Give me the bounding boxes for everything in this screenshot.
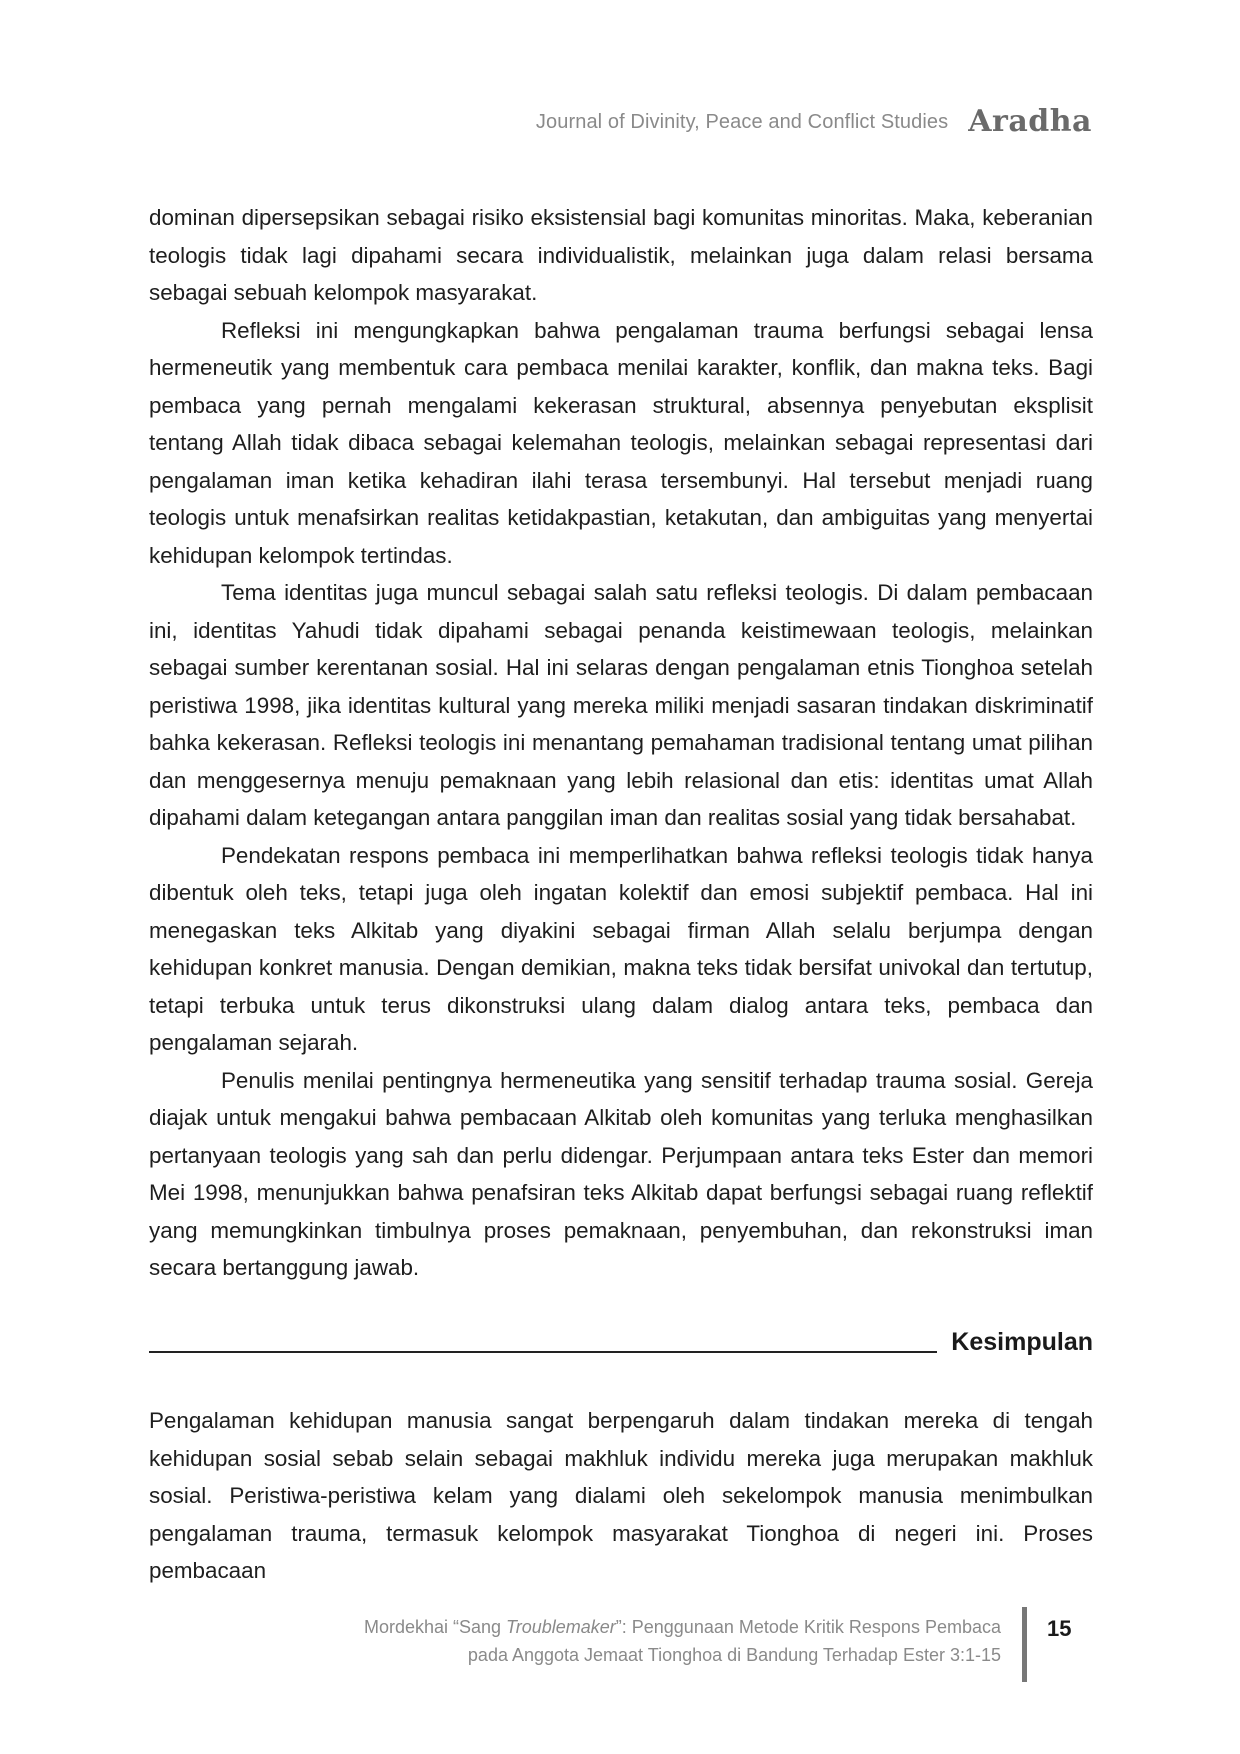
section-heading — [149, 1322, 1093, 1362]
paragraph: Penulis menilai pentingnya hermeneutika yang sensitif terhadap trauma sosial. Gereja diajak untuk mengakui bahwa pembacaan Alkitab oleh komunitas yang terluka menghasilkan pertanyaan teologis yang sah dan perlu didengar. Perjumpaan antara teks Ester dan memori Mei 1998, menunjukkan bahwa penafsiran teks Alkitab dapat berfungsi sebagai ruang reflektif yang memungkinkan timbulnya proses pemaknaan, penyembuhan, dan rekonstruksi iman secara bertanggung jawab. — [149, 1067, 1093, 1280]
body-text — [149, 199, 1093, 1287]
running-footer — [300, 1613, 1001, 1669]
footer-title-line-2: pada Anggota Jemaat Tionghoa di Bandung Terhadap Ester 3:1-15 — [467, 1645, 1001, 1665]
journal-name: Journal of Divinity, Peace and Conflict Studies — [535, 110, 949, 133]
paragraph: Tema identitas juga muncul sebagai salah satu refleksi teologis. Di dalam pembacaan ini, identitas Yahudi tidak dipahami sebagai penanda keistimewaan teologis, melainkan sebagai sumber kerentanan sosial. Hal ini selaras dengan pengalaman etnis Tionghoa setelah peristiwa 1998, jika identitas kultural yang mereka miliki menjadi sasaran tindakan diskriminatif bahka kekerasan. Refleksi teologis ini menantang pemahaman tradisional tentang umat pilihan dan menggesernya menuju pemaknaan yang lebih relasional dan etis: identitas umat Allah dipahami dalam ketegangan antara panggilan iman dan realitas sosial yang tidak bersahabat. — [149, 580, 1093, 830]
paragraph: Pendekatan respons pembaca ini memperlihatkan bahwa refleksi teologis tidak hanya dibentuk oleh teks, tetapi juga oleh ingatan kolektif dan emosi subjektif pembaca. Hal ini menegaskan teks Alkitab yang diyakini sebagai firman Allah selalu berjumpa dengan kehidupan konkret manusia. Dengan demikian, makna teks tidak bersifat univokal dan tertutup, tetapi terbuka untuk terus dikonstruksi ulang dalam dialog antara teks, pembaca dan pengalaman sejarah. — [149, 842, 1093, 1055]
page-number: 15 — [1047, 1616, 1072, 1641]
paragraph: Refleksi ini mengungkapkan bahwa pengalaman trauma berfungsi sebagai lensa hermeneutik yang membentuk cara pembaca menilai karakter, konflik, dan makna teks. Bagi pembaca yang pernah mengalami kekerasan struktural, absennya penyebutan eksplisit tentang Allah tidak dibaca sebagai kelemahan teologis, melainkan sebagai representasi dari pengalaman iman ketika kehadiran ilahi terasa tersembunyi. Hal tersebut menjadi ruang teologis untuk menafsirkan realitas ketidakpastian, ketakutan, dan ambiguitas yang menyertai kehidupan kelompok tertindas. — [149, 317, 1093, 568]
footer-title-post: ”: Penggunaan Metode Kritik Respons Pembaca — [615, 1617, 1001, 1637]
journal-logo: Aradha — [968, 104, 1092, 139]
running-header — [536, 104, 1092, 140]
footer-title-italic: Troublemaker — [506, 1617, 616, 1637]
footer-divider — [1022, 1607, 1027, 1682]
section-rule — [149, 1351, 937, 1353]
footer-title-pre: Mordekhai “Sang — [363, 1617, 507, 1637]
section-title: Kesimpulan — [951, 1328, 1093, 1356]
paragraph: dominan dipersepsikan sebagai risiko eksistensial bagi komunitas minoritas. Maka, keberanian teologis tidak lagi dipahami secara individualistik, melainkan juga dalam relasi bersama sebagai sebuah kelompok masyarakat. — [149, 205, 1093, 305]
paragraph: Pengalaman kehidupan manusia sangat berpengaruh dalam tindakan mereka di tengah kehidupan sosial sebab selain sebagai makhluk individu mereka juga merupakan makhluk sosial. Peristiwa-peristiwa kelam yang dialami oleh sekelompok manusia menimbulkan pengalaman trauma, termasuk kelompok masyarakat Tionghoa di negeri ini. Proses pembacaan — [149, 1408, 1093, 1583]
footer-title-line-1 — [300, 1613, 1001, 1641]
conclusion-text — [149, 1402, 1093, 1590]
